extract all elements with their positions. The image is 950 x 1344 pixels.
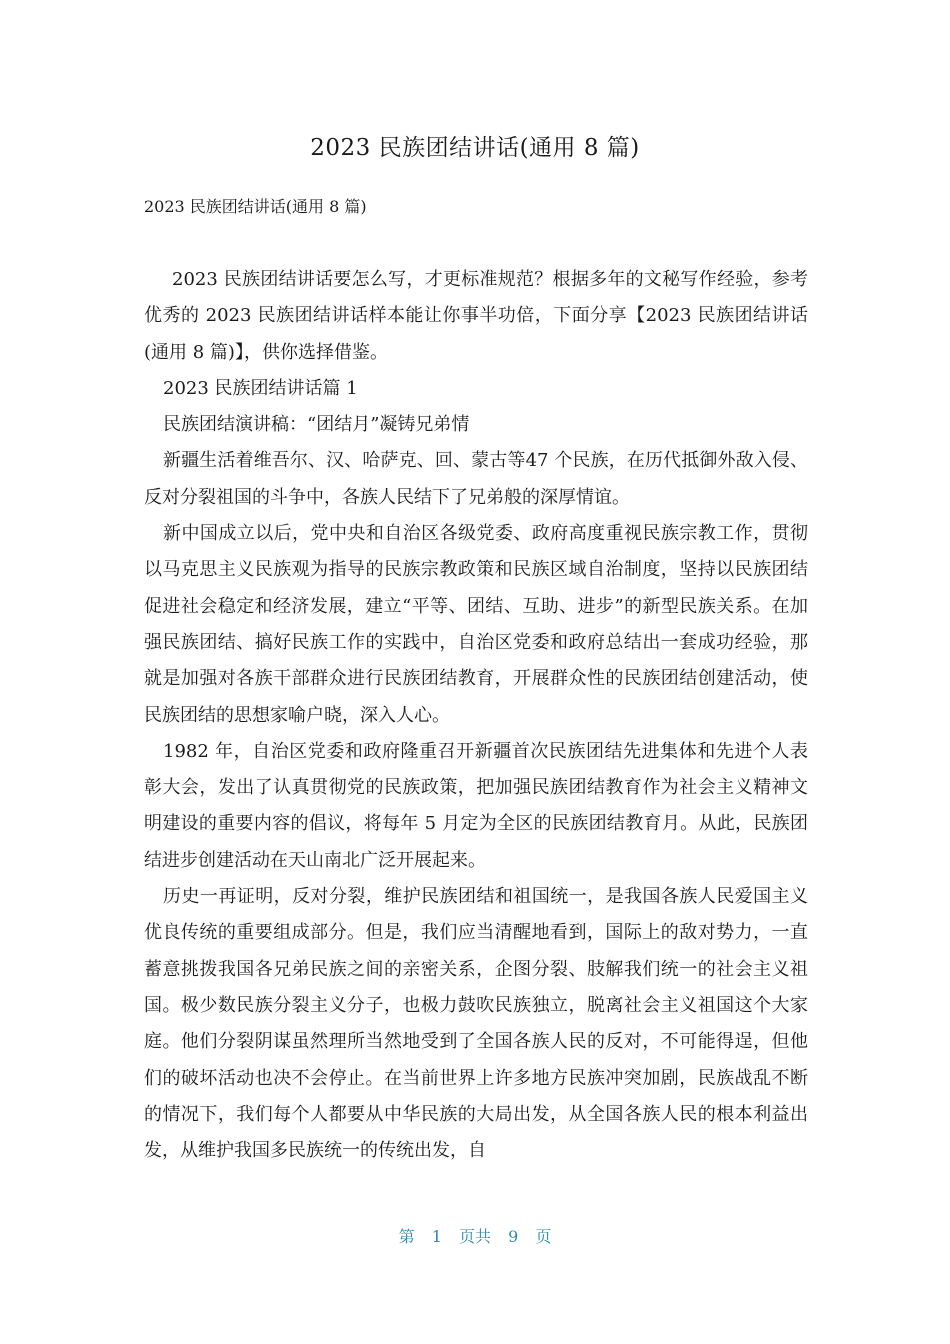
document-subtitle: 2023 民族团结讲话(通用 8 篇): [144, 197, 367, 216]
intro-paragraph: 2023 民族团结讲话要怎么写，才更标准规范？根据多年的文秘写作经验，参考优秀的 2023 民族团结讲话样本能让你事半功倍，下面分享【2023 民族团结讲话(通用 8 篇)】，供你选择借鉴。: [144, 269, 808, 363]
body-paragraph: 新疆生活着维吾尔、汉、哈萨克、回、蒙古等47 个民族，在历代抵御外敌入侵、反对分裂祖国的斗争中，各族人民结下了兄弟般的深厚情谊。: [144, 450, 808, 508]
body-paragraph: 新中国成立以后，党中央和自治区各级党委、政府高度重视民族宗教工作，贯彻以马克思主义民族观为指导的民族宗教政策和民族区域自治制度，坚持以民族团结促进社会稳定和经济发展，建立“平等、团结、互助、进步”的新型民族关系。在加强民族团结、搞好民族工作的实践中，自治区党委和政府总结出一套成功经验，那就是加强对各族干部群众进行民族团结教育，开展群众性的民族团结创建活动，使民族团结的思想家喻户晓，深入人心。: [144, 523, 808, 726]
section-heading: 2023 民族团结讲话篇 1: [163, 377, 358, 399]
body-paragraph: 1982 年，自治区党委和政府隆重召开新疆首次民族团结先进集体和先进个人表彰大会，发出了认真贯彻党的民族政策，把加强民族团结教育作为社会主义精神文明建设的重要内容的倡议，将每年 5 月定为全区的民族团结教育月。从此，民族团结进步创建活动在天山南北广泛开展起来。: [144, 740, 808, 871]
body-paragraph: 历史一再证明，反对分裂，维护民族团结和祖国统一，是我国各族人民爱国主义优良传统的重要组成部分。但是，我们应当清醒地看到，国际上的敌对势力，一直蓄意挑拨我国各兄弟民族之间的亲密关系，企图分裂、肢解我们统一的社会主义祖国。极少数民族分裂主义分子，也极力鼓吹民族独立，脱离社会主义祖国这个大家庭。他们分裂阴谋虽然理所当然地受到了全国各族人民的反对，不可能得逞，但他们的破坏活动也决不会停止。在当前世界上许多地方民族冲突加剧，民族战乱不断的情况下，我们每个人都要从中华民族的大局出发，从全国各族人民的根本利益出发，从维护我国多民族统一的传统出发，自: [144, 886, 808, 1162]
page-number-footer: 第 1 页共 9 页: [398, 1227, 552, 1246]
document-title: 2023 民族团结讲话(通用 8 篇): [310, 135, 640, 161]
document-body: [144, 262, 808, 1169]
speech-title: 民族团结演讲稿：“团结月”凝铸兄弟情: [163, 414, 470, 436]
